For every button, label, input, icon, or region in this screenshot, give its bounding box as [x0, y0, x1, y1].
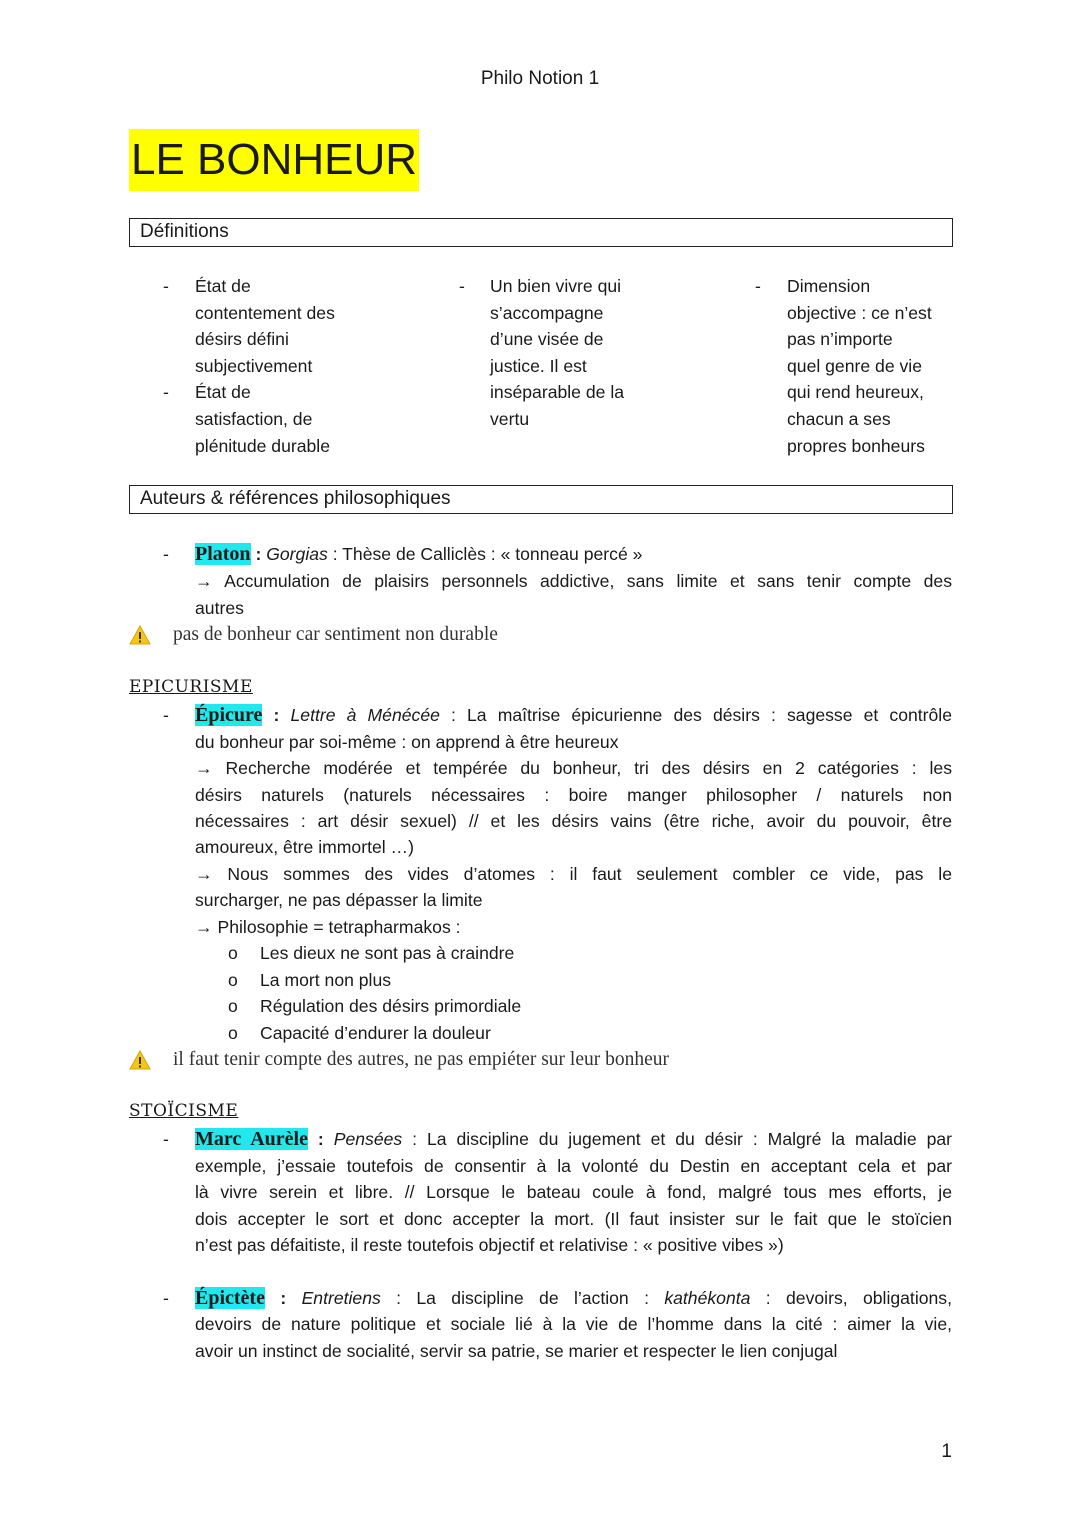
text-segment: du bonheur par soi-même : on apprend à être heureux	[195, 732, 619, 752]
definition-line: qui rend heureux,	[787, 382, 924, 403]
text-segment: STOÏCISME	[129, 1101, 239, 1121]
text-line	[195, 569, 952, 593]
text-segment: Régulation des désirs primordiale	[260, 996, 522, 1016]
bullet-dash: -	[755, 276, 761, 296]
text-segment: → Accumulation de plaisirs personnels addictive, sans limite et sans tenir compte des	[195, 571, 952, 591]
bullet-dash: -	[163, 705, 169, 725]
text-segment: :	[262, 705, 291, 725]
text-line	[195, 835, 414, 859]
definition-line: désirs défini	[195, 329, 289, 350]
text-line	[195, 542, 642, 566]
text-line	[260, 968, 391, 992]
text-line	[195, 915, 461, 939]
text-segment: avoir un instinct de socialité, servir sa patrie, se marier et respecter le lien conjugal	[195, 1341, 838, 1361]
text-segment: désirs naturels (naturels nécessaires : boire manger philosopher / naturels non	[195, 785, 952, 805]
text-segment: Les dieux ne sont pas à craindre	[260, 943, 515, 963]
bullet-dash: -	[163, 1288, 169, 1308]
page-header: Philo Notion 1	[480, 68, 600, 89]
document-title: LE BONHEUR	[129, 129, 419, 191]
definition-line: objective : ce n’est	[787, 302, 932, 323]
text-line	[195, 1233, 784, 1257]
work-title: Pensées	[333, 1129, 403, 1149]
definition-line: vertu	[490, 409, 530, 429]
text-segment: surcharger, ne pas dépasser la limite	[195, 890, 483, 910]
text-segment: :	[307, 1129, 334, 1149]
text-segment: Capacité d’endurer la douleur	[260, 1023, 491, 1043]
text-line	[260, 994, 521, 1018]
text-segment: La mort non plus	[260, 970, 392, 990]
text-segment: pas de bonheur car sentiment non durable	[173, 624, 498, 645]
definition-line: Dimension	[787, 276, 871, 296]
text-segment: → Philosophie = tetrapharmakos :	[195, 917, 461, 937]
text-line	[195, 888, 483, 912]
work-title: kathékonta	[664, 1288, 751, 1308]
text-line	[195, 1154, 952, 1178]
text-segment: : La discipline du jugement et du désir : Malgré la maladie par	[402, 1129, 952, 1149]
work-title: Entretiens	[301, 1288, 381, 1308]
text-line	[195, 703, 952, 727]
text-segment: amoureux, être immortel …)	[195, 837, 415, 857]
definition-line: satisfaction, de	[195, 409, 313, 429]
text-segment: : Thèse de Calliclès : « tonneau percé »	[327, 544, 643, 564]
warning-note	[173, 623, 498, 647]
text-line	[260, 1021, 491, 1045]
text-segment: nécessaires : art désir sexuel) // et les désirs vains (être riche, avoir du pouvoir, être	[195, 811, 952, 831]
definition-line: chacun a ses	[787, 409, 891, 429]
text-segment: → Recherche modérée et tempérée du bonheur, tri des désirs en 2 catégories : les	[195, 758, 952, 778]
text-segment: il faut tenir compte des autres, ne pas empiéter sur leur bonheur	[173, 1049, 669, 1070]
bullet-dash: -	[163, 276, 169, 296]
authors-heading-box: Auteurs & références philosophiques	[129, 485, 953, 514]
text-line	[195, 809, 952, 833]
text-segment: n’est pas défaitiste, il reste toutefois objectif et relativise : « positive vibes »)	[195, 1235, 784, 1255]
definition-line: quel genre de vie	[787, 355, 922, 376]
text-line	[195, 1127, 952, 1151]
text-segment: là vivre serein et libre. // Lorsque le bateau coule à fond, malgré tous mes efforts, je	[195, 1182, 952, 1202]
page-number: 1	[941, 1441, 952, 1462]
bullet-circle: o	[228, 1023, 238, 1043]
definition-line: subjectivement	[195, 355, 313, 376]
definition-line: propres bonheurs	[787, 435, 925, 456]
bullet-circle: o	[228, 970, 238, 990]
text-line	[195, 1180, 952, 1204]
text-line	[195, 756, 952, 780]
author-name: Platon	[195, 543, 251, 565]
bullet-circle: o	[228, 996, 238, 1016]
definition-line: État de	[195, 276, 251, 296]
text-segment: EPICURISME	[129, 677, 253, 697]
section-heading	[129, 1099, 238, 1123]
text-segment: : La maîtrise épicurienne des désirs : sagesse et contrôle	[439, 705, 953, 725]
warning-icon	[129, 1050, 151, 1070]
text-line	[195, 1286, 952, 1310]
definition-line: contentement des	[195, 302, 335, 323]
author-name: Marc Aurèle	[195, 1128, 308, 1150]
text-line	[195, 783, 952, 807]
definition-line: plénitude durable	[195, 435, 330, 456]
text-segment: : La discipline de l’action :	[380, 1288, 665, 1308]
text-line	[195, 862, 952, 886]
text-segment: → Nous sommes des vides d’atomes : il faut seulement combler ce vide, pas le	[195, 864, 952, 884]
definitions-heading-box: Définitions	[129, 218, 953, 247]
definition-line: inséparable de la	[490, 382, 625, 403]
definition-line: Un bien vivre qui	[490, 276, 622, 296]
work-title: Gorgias	[266, 544, 328, 564]
text-segment: : devoirs, obligations,	[750, 1288, 952, 1308]
definition-line: justice. Il est	[490, 355, 587, 376]
author-name: Épictète	[195, 1287, 265, 1309]
definition-line: s’accompagne	[490, 302, 604, 323]
definition-line: pas n’importe	[787, 329, 893, 350]
text-line	[260, 941, 514, 965]
text-line	[195, 730, 619, 754]
text-line	[195, 1339, 837, 1363]
bullet-dash: -	[163, 1129, 169, 1149]
text-line	[195, 1312, 952, 1336]
text-segment: :	[250, 544, 267, 564]
text-line	[195, 596, 244, 620]
warning-note	[173, 1048, 669, 1072]
definition-line: d’une visée de	[490, 329, 604, 350]
text-segment: :	[264, 1288, 302, 1308]
text-segment: dois accepter le sort et donc accepter la mort. (Il faut insister sur le fait que le stoïcien	[195, 1209, 952, 1229]
author-name: Épicure	[195, 704, 263, 726]
definition-line: État de	[195, 382, 251, 403]
bullet-dash: -	[459, 276, 465, 296]
bullet-dash: -	[163, 382, 169, 403]
text-line	[195, 1207, 952, 1231]
bullet-dash: -	[163, 544, 169, 564]
warning-icon	[129, 625, 151, 645]
section-heading	[129, 675, 253, 699]
text-segment: devoirs de nature politique et sociale lié à la vie de l’homme dans la cité : aimer la vie,	[195, 1314, 952, 1334]
text-segment: autres	[195, 598, 244, 618]
text-segment: exemple, j’essaie toutefois de consentir à la volonté du Destin en acceptant cela et par	[195, 1156, 952, 1176]
bullet-circle: o	[228, 943, 238, 963]
work-title: Lettre à Ménécée	[290, 705, 440, 725]
